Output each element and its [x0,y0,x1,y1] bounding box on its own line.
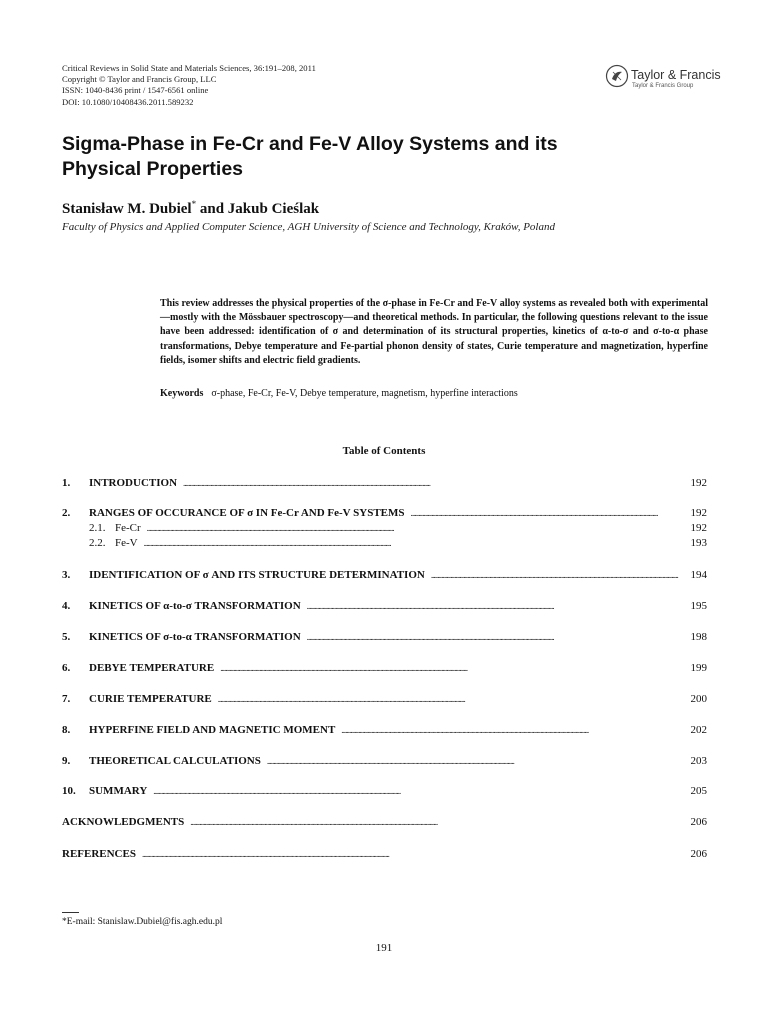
article-title: Sigma-Phase in Fe-Cr and Fe-V Alloy Systems and its Physical Properties [62,133,558,180]
toc-entry-number: 8. [62,724,71,736]
keywords-list: σ-phase, Fe-Cr, Fe-V, Debye temperature, magnetism, hyperfine interactions [211,388,518,399]
toc-entry[interactable] [62,568,707,582]
toc-entry[interactable] [62,661,707,675]
toc-entry-page: 206 [690,848,707,860]
toc-dot-leader [144,536,688,550]
publisher-tagline: Taylor & Francis Group [632,83,694,89]
toc-dot-leader [431,568,688,582]
toc-entry[interactable] [62,784,707,798]
toc-entry[interactable] [62,630,707,644]
toc-entry[interactable] [62,476,707,490]
toc-dot-leader [341,723,687,737]
toc-entry[interactable] [62,692,707,706]
toc-entry-page: 206 [690,816,707,828]
toc-entry-page: 203 [690,755,707,767]
toc-entry-label: CURIE TEMPERATURE [89,693,212,705]
toc-entry-number: 2.2. [89,537,106,549]
toc-dot-leader [267,754,688,768]
article-keywords [160,388,518,399]
publisher-name: Taylor & Francis [631,68,721,82]
author-first: Stanisław M. Dubiel [62,201,192,217]
article-abstract: This review addresses the physical properties of the σ-phase in Fe-Cr and Fe-V alloy systems as revealed both with experimental—mostly with the Mössbauer spectroscopy—and theoretical methods. In particular, the following questions relevant to the issue have been addressed: identification of σ and determination of its structural properties, kinetics of α-to-σ and σ-to-α phase transformations, Debye temperature and Fe-partial phonon density of states, Curie temperature and magnetization, hyperfine fields, isomer shifts and electric field gradients. [160,298,708,366]
toc-entry[interactable] [62,754,707,768]
toc-entry-page: 202 [690,724,707,736]
toc-entry-page: 193 [690,537,707,549]
footnote-rule [62,912,79,913]
toc-dot-leader [220,661,687,675]
toc-subentry[interactable] [89,521,707,535]
journal-info [62,63,316,108]
toc-entry-label: SUMMARY [89,785,148,797]
keywords-label: Keywords [160,388,204,399]
toc-entry-label: RANGES OF OCCURANCE OF σ IN Fe-Cr AND Fe-V SYSTEMS [89,507,405,519]
toc-entry-number: 2. [62,507,71,519]
toc-entry-number: 3. [62,569,71,581]
toc-entry-label: IDENTIFICATION OF σ AND ITS STRUCTURE DETERMINATION [89,569,425,581]
toc-entry-page: 192 [690,477,707,489]
toc-dot-leader [307,599,688,613]
toc-entry-number: 1. [62,477,71,489]
toc-entry-number: 7. [62,693,71,705]
toc-entry-label: HYPERFINE FIELD AND MAGNETIC MOMENT [89,724,336,736]
toc-dot-leader [183,476,687,490]
toc-entry-page: 200 [690,693,707,705]
toc-dot-leader [190,815,687,829]
toc-dot-leader [307,630,688,644]
toc-entry[interactable] [62,599,707,613]
toc-entry[interactable] [62,506,707,520]
author-rest: and Jakub Cieślak [196,201,320,217]
toc-entry-page: 192 [690,507,707,519]
toc-entry-label: Fe-V [115,537,138,549]
toc-title: Table of Contents [342,445,426,457]
toc-dot-leader [411,506,688,520]
toc-entry-label: INTRODUCTION [89,477,178,489]
toc-entry-label: KINETICS OF σ-to-α TRANSFORMATION [89,631,301,643]
toc-entry-number: 9. [62,755,71,767]
toc-entry-number: 10. [62,785,76,797]
toc-dot-leader [147,521,688,535]
article-affiliation: Faculty of Physics and Applied Computer Science, AGH University of Science and Technology, Kraków, Poland [62,221,555,233]
toc-entry-page: 194 [690,569,707,581]
footnote-email: *E-mail: Stanislaw.Dubiel@fis.agh.edu.pl [62,917,223,927]
toc-entry-number: 2.1. [89,522,106,534]
publisher-logo [605,64,721,96]
toc-entry[interactable] [62,815,707,829]
journal-issn: ISSN: 1040-8436 print / 1547-6561 online [62,85,209,96]
toc-dot-leader [218,692,688,706]
author-footnote-mark: * [191,199,197,209]
toc-entry-label: DEBYE TEMPERATURE [89,662,215,674]
toc-entry[interactable] [62,723,707,737]
toc-entry-page: 195 [690,600,707,612]
taylor-francis-logo-icon [605,64,629,88]
toc-entry-number: 6. [62,662,71,674]
page-number: 191 [375,942,393,954]
article-authors [62,199,319,218]
toc-entry-label: REFERENCES [62,848,136,860]
toc-dot-leader [142,847,688,861]
toc-entry[interactable] [62,847,707,861]
toc-entry-label: THEORETICAL CALCULATIONS [89,755,261,767]
toc-entry-label: Fe-Cr [115,522,141,534]
journal-doi: DOI: 10.1080/10408436.2011.589232 [62,96,194,107]
toc-entry-page: 192 [690,522,707,534]
toc-entry-number: 5. [62,631,71,643]
toc-entry-label: KINETICS OF α-to-σ TRANSFORMATION [89,600,301,612]
toc-entry-number: 4. [62,600,71,612]
toc-entry-page: 198 [690,631,707,643]
toc-subentry[interactable] [89,536,707,550]
toc-entry-label: ACKNOWLEDGMENTS [62,816,185,828]
journal-copyright: Copyright © Taylor and Francis Group, LLC [62,74,217,85]
toc-entry-page: 205 [690,785,707,797]
toc-dot-leader [153,784,687,798]
toc-entry-page: 199 [690,662,707,674]
journal-citation: Critical Reviews in Solid State and Materials Sciences, 36:191–208, 2011 [62,63,316,73]
